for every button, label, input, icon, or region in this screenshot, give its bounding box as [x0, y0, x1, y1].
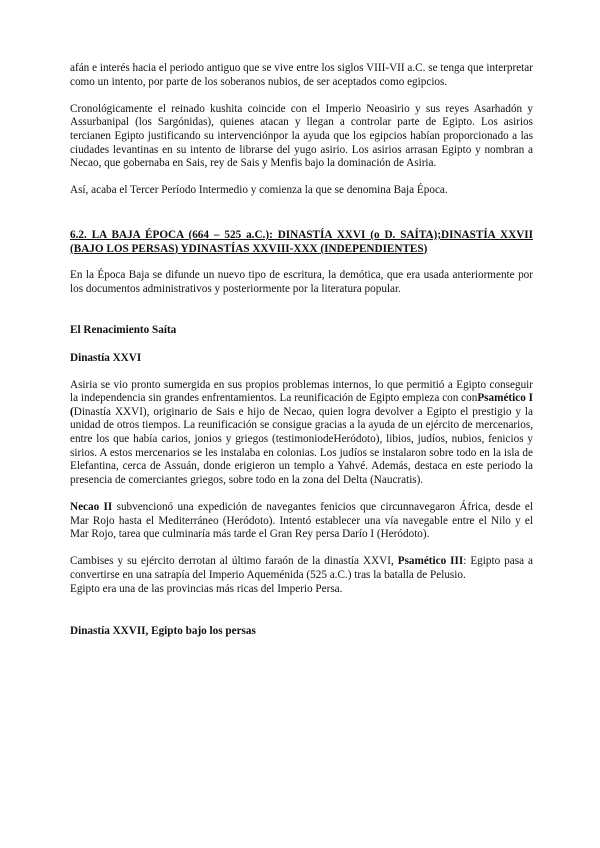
- paragraph-psamtik-i-text-b: Dinastía XXVI), originario de Sais e hijo de Necao, quien logra devolver a Egipto el prestigio y la unidad de otros tiempos. La reunificación se consigue gracias a la ayuda de un ejército de mercenarios, entre los que había carios, jonios y griegos (testimoniodeHeródoto), libios, judíos, nubios, fenicios y sirios. A estos mercenarios se les instalaba en colonias. Los judíos se instalaron sobre todo en la isla de Elefantina, cerca de Assuán, donde erigieron un templo a Yahvé. Además, destaca en este periodo la presencia de comerciantes griegos, sobre todo en la zona del Delta (Naucratis).: [70, 405, 533, 486]
- paragraph-third-intermediate-end: Así, acaba el Tercer Período Intermedio y comienza la que se denomina Baja Época.: [70, 184, 448, 197]
- paragraph-kushite-interest: afán e interés hacia el periodo antiguo que se vive entre los siglos VIII-VII a.C. se tenga que interpretar como un intento, por parte de los soberanos nubios, de ser aceptados como egipcios.: [70, 62, 533, 88]
- paragraph-psamtik-i-bold: Psamético I (: [70, 392, 533, 418]
- paragraph-demotic: En la Época Baja se difunde un nuevo tipo de escritura, la demótica, que era usada anteriormente por los documentos administrativos y posteriormente por la literatura popular.: [70, 269, 533, 295]
- paragraph-cambyses-text-b: : Egipto pasa a convertirse en una satrapía del Imperio Aqueménida (525 a.C.) tras la batalla de Pelusio.: [70, 555, 533, 581]
- subheading-dynasty-xxvii: Dinastía XXVII, Egipto bajo los persas: [70, 625, 256, 638]
- paragraph-neo-assyrian: Cronológicamente el reinado kushita coincide con el Imperio Neoasirio y sus reyes Asarhadón y Assurbanipal (los Sargónidas), quienes atacan y llegan a controlar parte de Egipto. Los asirios tercianen Egipto justificando su intervenciónpor la ayuda que los egipcios habían proporcionado a las ciudades levantinas en su intento de librarse del yugo asirio. Los asirios arrasan Egipto y nombran a Necao, que gobernaba en Sais, rey de Sais y Menfis bajo la dominación de Asiria.: [70, 102, 533, 170]
- paragraph-cambyses-text-a: Cambises y su ejército derrotan al último faraón de la dinastía XXVI,: [70, 555, 398, 568]
- subheading-saite-renaissance: El Renacimiento Saíta: [70, 324, 177, 337]
- paragraph-necho-ii: [70, 501, 533, 542]
- section-heading-late-period: 6.2. LA BAJA ÉPOCA (664 – 525 a.C.): DINASTÍA XXVI (o D. SAÍTA);DINASTÍA XXVII (BAJO LOS PERSAS) YDINASTÍAS XXVIII-XXX (INDEPENDIENTES): [70, 228, 533, 255]
- paragraph-cambyses-bold: Psamético III: [397, 555, 464, 568]
- paragraph-psamtik-i-text-a: Asiria se vio pronto sumergida en sus propios problemas internos, lo que permitió a Egipto conseguir la independencia sin grandes enfrentamientos. La reunificación de Egipto empieza con con: [70, 378, 533, 405]
- subheading-dynasty-xxvi: Dinastía XXVI: [70, 351, 142, 364]
- paragraph-persian-province: Egipto era una de las provincias más ricas del Imperio Persa.: [70, 582, 343, 595]
- paragraph-necho-ii-bold: Necao II: [70, 501, 113, 514]
- paragraph-psamtik-i: [70, 379, 533, 488]
- paragraph-cambyses: [70, 555, 533, 582]
- paragraph-necho-ii-text: subvencionó una expedición de navegantes fenicios que circunnavegaron África, desde el Mar Rojo hasta el Mediterráneo (Heródoto). Intentó establecer una vía navegable entre el Nilo y el Mar Rojo, tarea que culminaría más tarde el Gran Rey persa Darío I (Heródoto).: [70, 501, 533, 541]
